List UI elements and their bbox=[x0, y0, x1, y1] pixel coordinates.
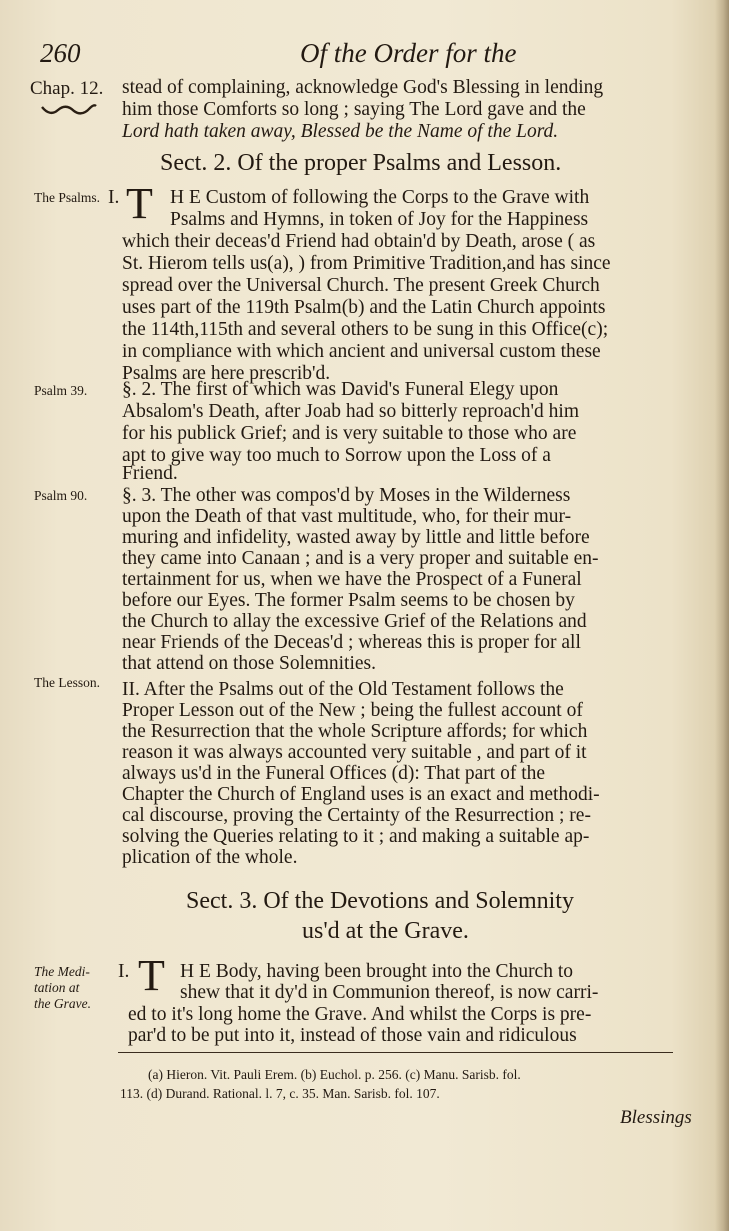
margin-note: Psalm 39. bbox=[34, 383, 88, 398]
paragraph-number: I. bbox=[108, 187, 120, 208]
text-line: in compliance with which ancient and universal custom these bbox=[122, 341, 601, 362]
drop-cap: T bbox=[126, 179, 153, 228]
text-line: the 114th,115th and several others to be sung in this Office(c); bbox=[122, 319, 609, 340]
text-line: shew that it dy'd in Communion thereof, is now carri- bbox=[180, 982, 599, 1003]
section-heading: Sect. 3. Of the Devotions and Solemnity bbox=[186, 888, 574, 914]
text-line: §. 3. The other was compos'd by Moses in the Wilderness bbox=[122, 485, 571, 506]
section-heading: Sect. 2. Of the proper Psalms and Lesson. bbox=[160, 150, 562, 176]
page-header bbox=[0, 38, 729, 78]
footnote-rule bbox=[118, 1052, 673, 1053]
chapter-label: Chap. 12. bbox=[30, 78, 104, 99]
paragraph-number: I. bbox=[118, 961, 130, 982]
text-line: par'd to be put into it, instead of those vain and ridiculous bbox=[128, 1025, 577, 1046]
margin-note: Psalm 90. bbox=[34, 488, 88, 503]
margin-note: The Lesson. bbox=[34, 675, 100, 690]
text-line: which their deceas'd Friend had obtain'd by Death, arose ( as bbox=[122, 231, 596, 252]
text-line: Lord hath taken away, Blessed be the Name of the Lord. bbox=[122, 121, 559, 142]
section-heading-continued: us'd at the Grave. bbox=[302, 918, 469, 944]
text-line: Chapter the Church of England uses is an exact and methodi- bbox=[122, 784, 600, 805]
text-line: always us'd in the Funeral Offices (d): That part of the bbox=[122, 763, 546, 784]
text-line: H E Custom of following the Corps to the Grave with bbox=[170, 187, 590, 208]
margin-note: the Grave. bbox=[34, 996, 91, 1011]
text-line: for his publick Grief; and is very suitable to those who are bbox=[122, 423, 577, 444]
text-line: II. After the Psalms out of the Old Testament follows the bbox=[122, 679, 564, 700]
text-line: before our Eyes. The former Psalm seems to be chosen by bbox=[122, 590, 575, 611]
text-line: ed to it's long home the Grave. And whilst the Corps is pre- bbox=[128, 1004, 592, 1025]
text-line: muring and infidelity, wasted away by little and little before bbox=[122, 527, 590, 548]
text-line: reason it was always accounted very suitable , and part of it bbox=[122, 742, 587, 763]
text-line: upon the Death of that vast multitude, who, for their mur- bbox=[122, 506, 572, 527]
chapter-ornament-icon bbox=[40, 102, 98, 118]
text-line: Absalom's Death, after Joab had so bitterly reproach'd him bbox=[122, 401, 580, 422]
margin-note: tation at bbox=[34, 980, 80, 995]
text-line: Psalms are here prescrib'd. bbox=[122, 363, 331, 384]
text-line: Friend. bbox=[122, 463, 178, 484]
text-line: they came into Canaan ; and is a very proper and suitable en- bbox=[122, 548, 599, 569]
text-line: St. Hierom tells us(a), ) from Primitive Tradition,and has since bbox=[122, 253, 611, 274]
margin-note: The Medi- bbox=[34, 964, 90, 979]
text-line: uses part of the 119th Psalm(b) and the Latin Church appoints bbox=[122, 297, 606, 318]
catchword: Blessings bbox=[620, 1107, 692, 1128]
text-line: Psalms and Hymns, in token of Joy for the Happiness bbox=[170, 209, 589, 230]
text-line: solving the Queries relating to it ; and making a suitable ap- bbox=[122, 826, 590, 847]
footnote-line: 113. (d) Durand. Rational. l. 7, c. 35. Man. Sarisb. fol. 107. bbox=[120, 1086, 440, 1101]
text-line: near Friends of the Deceas'd ; whereas this is proper for all bbox=[122, 632, 581, 653]
page-number: 260 bbox=[40, 38, 81, 68]
text-line: the Church to allay the excessive Grief of the Relations and bbox=[122, 611, 587, 632]
text-line: apt to give way too much to Sorrow upon the Loss of a bbox=[122, 445, 551, 466]
text-line: that attend on those Solemnities. bbox=[122, 653, 377, 674]
footnote-line: (a) Hieron. Vit. Pauli Erem. (b) Euchol. p. 256. (c) Manu. Sarisb. fol. bbox=[148, 1067, 521, 1082]
page-edge-shadow bbox=[715, 0, 729, 1231]
text-line: him those Comforts so long ; saying The Lord gave and the bbox=[122, 99, 586, 120]
running-head: Of the Order for the bbox=[300, 38, 517, 68]
drop-cap: T bbox=[138, 951, 165, 1000]
text-line: cal discourse, proving the Certainty of the Resurrection ; re- bbox=[122, 805, 591, 826]
margin-note: The Psalms. bbox=[34, 190, 100, 205]
text-line: Proper Lesson out of the New ; being the fullest account of bbox=[122, 700, 583, 721]
text-line: H E Body, having been brought into the Church to bbox=[180, 961, 574, 982]
text-line: spread over the Universal Church. The present Greek Church bbox=[122, 275, 600, 296]
text-line: tertainment for us, when we have the Prospect of a Funeral bbox=[122, 569, 582, 590]
text-line: stead of complaining, acknowledge God's Blessing in lending bbox=[122, 77, 604, 98]
text-line: §. 2. The first of which was David's Funeral Elegy upon bbox=[122, 379, 559, 400]
text-line: plication of the whole. bbox=[122, 847, 298, 868]
text-line: the Resurrection that the whole Scripture affords; for which bbox=[122, 721, 588, 742]
